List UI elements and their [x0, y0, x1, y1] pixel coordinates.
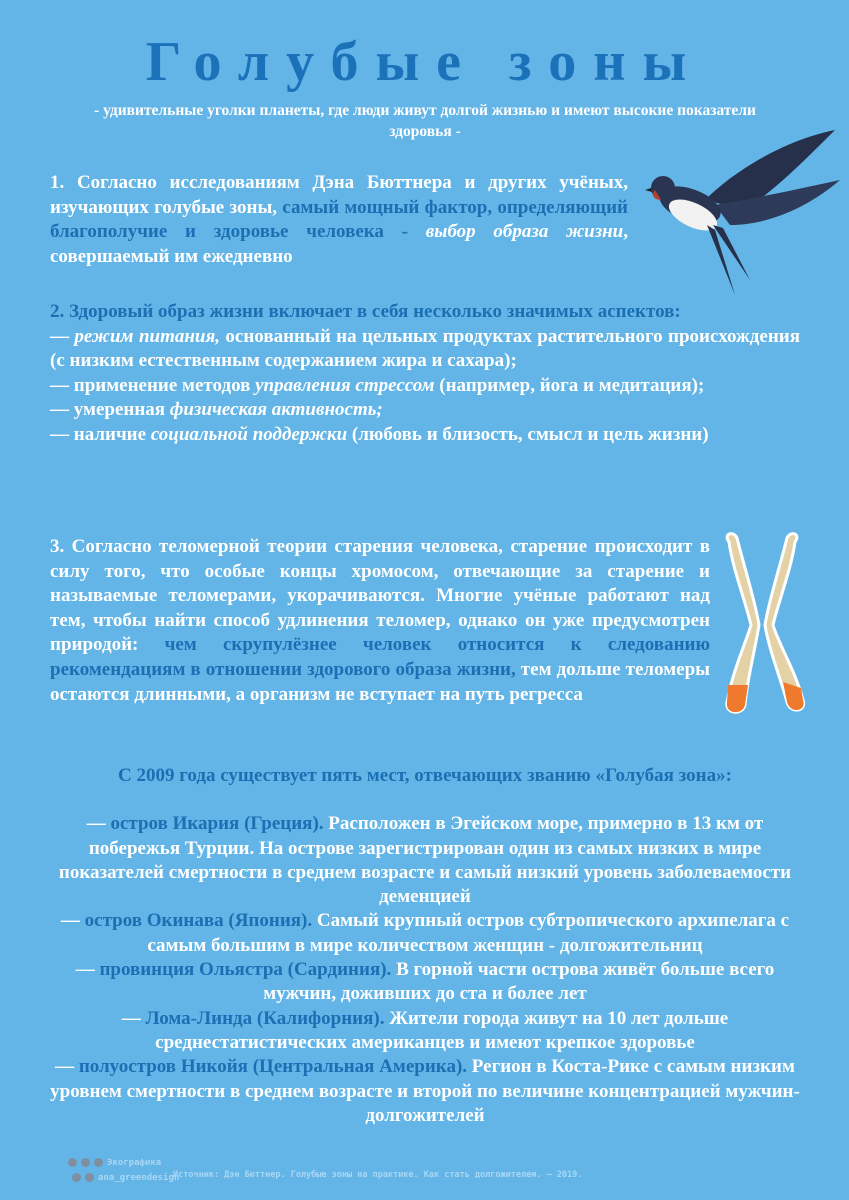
text-segment: социальной поддержки	[150, 423, 348, 445]
zone-text: Расположен в Эгейском море, примерно в 13 км от побережья Турции. На острове зарегистрирован один из самых низких в мире показателей смертности в среднем возрасте и самый низкий уровень заболеваемости деменцией	[58, 813, 792, 908]
text-segment: —	[50, 325, 75, 347]
page-title: Голубые зоны	[145, 31, 704, 93]
text-segment: 3. Согласно теломерной теории старения человека, старение происходит в силу того, что особые концы хромосом, отвечающие за старение и называемые теломерами, укорачиваются. Многие учёные работают над тем, чтобы найти способ удлинения теломер, однако он уже предусмотрен природой:	[50, 536, 710, 656]
blue-zones-list	[40, 764, 810, 1128]
instagram-icon[interactable]	[85, 1173, 94, 1182]
text-segment: — умеренная	[50, 399, 170, 421]
zone-name: Лома-Линда (Калифорния).	[145, 1007, 385, 1029]
zone-item	[40, 1007, 810, 1056]
text-segment: чем скрупулёзнее человек относится к следованию рекомендациям в отношении здорового образа жизни,	[50, 634, 710, 680]
brand-name: Экографика	[107, 1157, 162, 1168]
paragraph-3	[50, 535, 710, 707]
chromosome-illustration	[715, 530, 810, 720]
footer-credits	[68, 1155, 179, 1185]
text-segment: самый мощный фактор, определяющий благополучие и здоровье человека -	[50, 196, 628, 243]
text-segment: выбор образа жизни	[425, 221, 624, 243]
zone-dash: —	[60, 910, 85, 932]
text-segment: управления стрессом	[255, 374, 435, 396]
zone-text: Жители города живут на 10 лет дольше среднестатистических американцев и имеют крепкое здоровье	[155, 1007, 729, 1053]
zone-name: провинция Ольястра (Сардиния).	[99, 959, 392, 981]
paragraph-1	[50, 171, 628, 269]
zone-dash: —	[55, 1056, 79, 1078]
swallow-bird-illustration	[645, 130, 845, 300]
text-segment: основанный на цельных продуктах растительного происхождения (с низким естественным содержанием жира и сахара);	[50, 325, 800, 372]
zone-name: остров Икария (Греция).	[110, 813, 324, 835]
text-segment: тем дольше теломеры остаются длинными, а организм не вступает на путь регресса	[50, 658, 710, 705]
zone-item	[40, 958, 810, 1007]
paragraph-2	[50, 300, 800, 448]
zone-name: остров Окинава (Япония).	[84, 910, 313, 932]
text-segment: режим питания,	[74, 325, 221, 347]
zone-dash: —	[75, 959, 100, 981]
youtube-icon[interactable]	[94, 1158, 103, 1167]
text-segment: — применение методов	[50, 374, 256, 396]
text-segment: — наличие	[50, 423, 151, 445]
text-segment: (например, йога и медитация);	[434, 374, 705, 396]
text-segment: физическая активность;	[169, 399, 383, 421]
zone-text: Самый крупный остров субтропического архипелага с самым большим в мире количеством женщин - долгожительниц	[147, 910, 790, 956]
zone-item	[40, 909, 810, 958]
author-handle: ana_greendesign	[98, 1172, 180, 1183]
text-segment: 1. Согласно исследованиям Дэна Бюттнера и других учёных, изучающих голубые зоны,	[50, 172, 628, 218]
zone-name: полуостров Никойя (Центральная Америка).	[78, 1056, 468, 1078]
vk-icon[interactable]	[81, 1158, 90, 1167]
pinterest-icon[interactable]	[72, 1173, 81, 1182]
text-segment: 2. Здоровый образ жизни включает в себя несколько значимых аспектов:	[50, 301, 681, 322]
zones-intro: С 2009 года существует пять мест, отвечающих званию «Голубая зона»:	[118, 765, 732, 786]
text-segment: , совершаемый им ежедневно	[50, 221, 629, 267]
zone-dash: —	[86, 813, 111, 835]
zone-dash: —	[121, 1007, 146, 1029]
zone-item	[40, 812, 810, 909]
zone-item	[40, 1055, 810, 1128]
subtitle: - удивительные уголки планеты, где люди живут долгой жизнью и имеют высокие показатели здоровья -	[94, 102, 756, 140]
zone-text: Регион в Коста-Рике с самым низким уровнем смертности в среднем возрасте и второй по величине концентрацией мужчин-долгожителей	[50, 1056, 800, 1126]
telegram-icon[interactable]	[68, 1158, 77, 1167]
source-citation: Источник: Дэн Бюттнер. Голубые зоны на практике. Как стать долгожителем. — 2019.	[173, 1170, 583, 1180]
text-segment: (любовь и близость, смысл и цель жизни)	[347, 423, 709, 445]
zone-text: В горной части острова живёт больше всего мужчин, доживших до ста и более лет	[263, 959, 775, 1005]
